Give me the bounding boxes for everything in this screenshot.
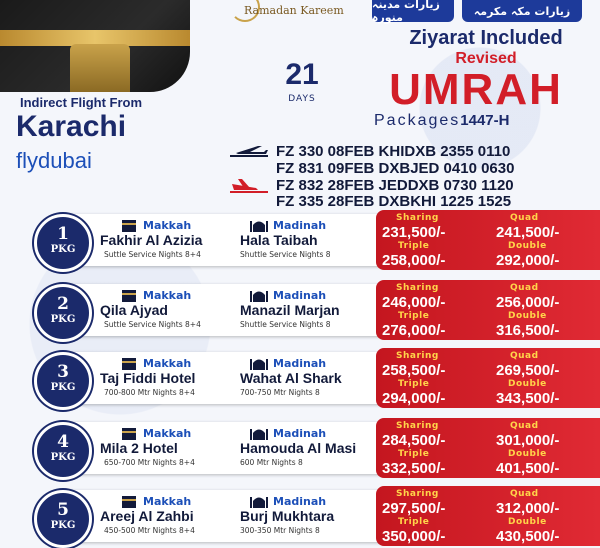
package-label: PKG	[50, 452, 76, 463]
double-price: 401,500/-	[496, 460, 560, 477]
sharing-label: Sharing	[396, 421, 439, 431]
madinah-label	[250, 426, 326, 440]
makkah-label	[120, 356, 191, 370]
triple-price: 294,000/-	[382, 390, 446, 407]
makkah-label	[120, 494, 191, 508]
makkah-hotel-note: Suttle Service Nights 8+4	[104, 250, 201, 259]
makkah-hotel-name: Fakhir Al Azizia	[100, 232, 203, 248]
quad-label: Quad	[510, 489, 539, 499]
makkah-label	[120, 218, 191, 232]
package-badge	[34, 352, 92, 410]
flight-detail: FZ 831 09FEB DXBJED 0410 0630	[276, 159, 515, 177]
mosque-icon	[250, 288, 268, 302]
package-number: 5	[57, 500, 69, 520]
madinah-hotel-name: Burj Mukhtara	[240, 508, 335, 524]
package-label: PKG	[50, 244, 76, 255]
flight-detail: FZ 832 28FEB JEDDXB 0730 1120	[276, 176, 514, 194]
days-label: DAYS	[288, 94, 316, 104]
ziyarat-makkah-badge: زیارات مکہ مکرمہ	[462, 0, 582, 22]
makkah-hotel-name: Qila Ajyad	[100, 302, 168, 318]
package-number: 3	[57, 362, 69, 382]
madinah-label-text: Madinah	[273, 356, 327, 370]
ziyarat-madinah-badge: زیارات مدینہ منورہ	[372, 0, 454, 22]
mosque-icon	[250, 494, 268, 508]
double-label: Double	[508, 517, 547, 527]
flight-detail: FZ 335 28FEB DXBKHI 1225 1525	[276, 192, 512, 210]
makkah-label-text: Makkah	[143, 494, 192, 508]
package-row	[34, 210, 600, 270]
madinah-hotel-note: 300-350 Mtr Nights 8	[240, 526, 320, 535]
quad-price: 269,500/-	[496, 362, 560, 379]
makkah-label-text: Makkah	[143, 356, 192, 370]
triple-price: 276,000/-	[382, 322, 446, 339]
mosque-icon	[250, 218, 268, 232]
triple-price: 350,000/-	[382, 528, 446, 545]
package-row	[34, 280, 600, 340]
sharing-price: 297,500/-	[382, 500, 446, 517]
madinah-label-text: Madinah	[273, 218, 327, 232]
sharing-label: Sharing	[396, 351, 439, 361]
makkah-label-text: Makkah	[143, 218, 192, 232]
makkah-hotel-note: 450-500 Mtr Nights 8+4	[104, 526, 195, 535]
madinah-label	[250, 494, 326, 508]
double-label: Double	[508, 379, 547, 389]
price-panel	[376, 486, 600, 546]
price-panel	[376, 348, 600, 408]
makkah-label	[120, 426, 191, 440]
flight-row	[228, 192, 511, 210]
triple-label: Triple	[398, 517, 430, 527]
package-row	[34, 348, 600, 408]
kaaba-icon	[120, 356, 138, 370]
price-panel	[376, 280, 600, 340]
sharing-label: Sharing	[396, 489, 439, 499]
double-label: Double	[508, 241, 547, 251]
ziyarat-included-heading: Ziyarat Included	[409, 27, 563, 49]
packages-word: Packages	[374, 112, 461, 129]
triple-label: Triple	[398, 311, 430, 321]
package-number: 4	[57, 432, 69, 452]
quad-price: 301,000/-	[496, 432, 560, 449]
makkah-hotel-name: Areej Al Zahbi	[100, 508, 194, 524]
double-price: 292,000/-	[496, 252, 560, 269]
kaaba-icon	[120, 494, 138, 508]
triple-price: 332,500/-	[382, 460, 446, 477]
kaaba-icon	[120, 218, 138, 232]
triple-price: 258,000/-	[382, 252, 446, 269]
indirect-flight-label: Indirect Flight From	[20, 95, 143, 110]
double-price: 316,500/-	[496, 322, 560, 339]
flight-detail: FZ 330 08FEB KHIDXB 2355 0110	[276, 142, 511, 160]
mosque-icon	[250, 426, 268, 440]
madinah-label	[250, 218, 326, 232]
arrival-plane-icon	[228, 178, 270, 192]
sharing-label: Sharing	[396, 213, 439, 223]
revised-label: Revised	[455, 50, 517, 67]
triple-label: Triple	[398, 379, 430, 389]
departure-plane-icon	[228, 144, 270, 158]
flight-row	[228, 159, 514, 177]
kaaba-illustration	[0, 0, 190, 92]
package-badge	[34, 284, 92, 342]
sharing-price: 284,500/-	[382, 432, 446, 449]
umrah-title: UMRAH	[389, 65, 563, 114]
package-badge	[34, 214, 92, 272]
package-number: 2	[57, 294, 69, 314]
madinah-label-text: Madinah	[273, 426, 327, 440]
madinah-label-text: Madinah	[273, 494, 327, 508]
mosque-icon	[250, 356, 268, 370]
madinah-hotel-name: Manazil Marjan	[240, 302, 340, 318]
makkah-hotel-name: Mila 2 Hotel	[100, 440, 178, 456]
package-label: PKG	[50, 520, 76, 531]
double-price: 343,500/-	[496, 390, 560, 407]
package-row	[34, 486, 600, 546]
double-label: Double	[508, 449, 547, 459]
package-label: PKG	[50, 314, 76, 325]
madinah-hotel-name: Hamouda Al Masi	[240, 440, 357, 456]
plane-spacer	[228, 161, 270, 175]
kaaba-icon	[120, 426, 138, 440]
price-panel	[376, 418, 600, 478]
ramadan-kareem-logo	[228, 0, 348, 24]
price-panel	[376, 210, 600, 270]
quad-label: Quad	[510, 283, 539, 293]
package-row	[34, 418, 600, 478]
flydubai-logo	[16, 148, 92, 174]
double-price: 430,500/-	[496, 528, 560, 545]
quad-price: 256,000/-	[496, 294, 560, 311]
package-badge	[34, 422, 92, 480]
kaaba-door	[70, 44, 130, 92]
madinah-hotel-note: Shuttle Service Nights 8	[240, 250, 331, 259]
madinah-hotel-note: Shuttle Service Nights 8	[240, 320, 331, 329]
madinah-hotel-name: Wahat Al Shark	[240, 370, 342, 386]
plane-spacer	[228, 194, 270, 208]
makkah-hotel-name: Taj Fiddi Hotel	[100, 370, 196, 386]
triple-label: Triple	[398, 449, 430, 459]
makkah-label-text: Makkah	[143, 288, 192, 302]
package-label: PKG	[50, 382, 76, 393]
quad-label: Quad	[510, 213, 539, 223]
double-label: Double	[508, 311, 547, 321]
quad-price: 312,000/-	[496, 500, 560, 517]
madinah-hotel-name: Hala Taibah	[240, 232, 318, 248]
makkah-hotel-note: 650-700 Mtr Nights 8+4	[104, 458, 195, 467]
triple-label: Triple	[398, 241, 430, 251]
madinah-hotel-note: 600 Mtr Nights 8	[240, 458, 303, 467]
kaaba-icon	[120, 288, 138, 302]
madinah-hotel-note: 700-750 Mtr Nights 8	[240, 388, 320, 397]
sharing-price: 258,500/-	[382, 362, 446, 379]
sharing-price: 246,000/-	[382, 294, 446, 311]
package-number: 1	[57, 224, 69, 244]
sharing-price: 231,500/-	[382, 224, 446, 241]
makkah-label-text: Makkah	[143, 426, 192, 440]
package-badge	[34, 490, 92, 548]
makkah-hotel-note: 700-800 Mtr Nights 8+4	[104, 388, 195, 397]
madinah-label	[250, 288, 326, 302]
days-number: 21	[285, 58, 319, 91]
makkah-hotel-note: Suttle Service Nights 8+4	[104, 320, 201, 329]
quad-price: 241,500/-	[496, 224, 560, 241]
madinah-label-text: Madinah	[273, 288, 327, 302]
madinah-label	[250, 356, 326, 370]
sharing-label: Sharing	[396, 283, 439, 293]
departure-city: Karachi	[16, 110, 127, 143]
packages-subtitle	[374, 112, 509, 130]
flight-row	[228, 142, 510, 160]
packages-year: 1447-H	[460, 112, 510, 129]
ramadan-kareem-text: Ramadan Kareem	[244, 4, 344, 17]
quad-label: Quad	[510, 421, 539, 431]
flydubai-logo-text: flydubai	[16, 148, 92, 173]
makkah-label	[120, 288, 191, 302]
quad-label: Quad	[510, 351, 539, 361]
